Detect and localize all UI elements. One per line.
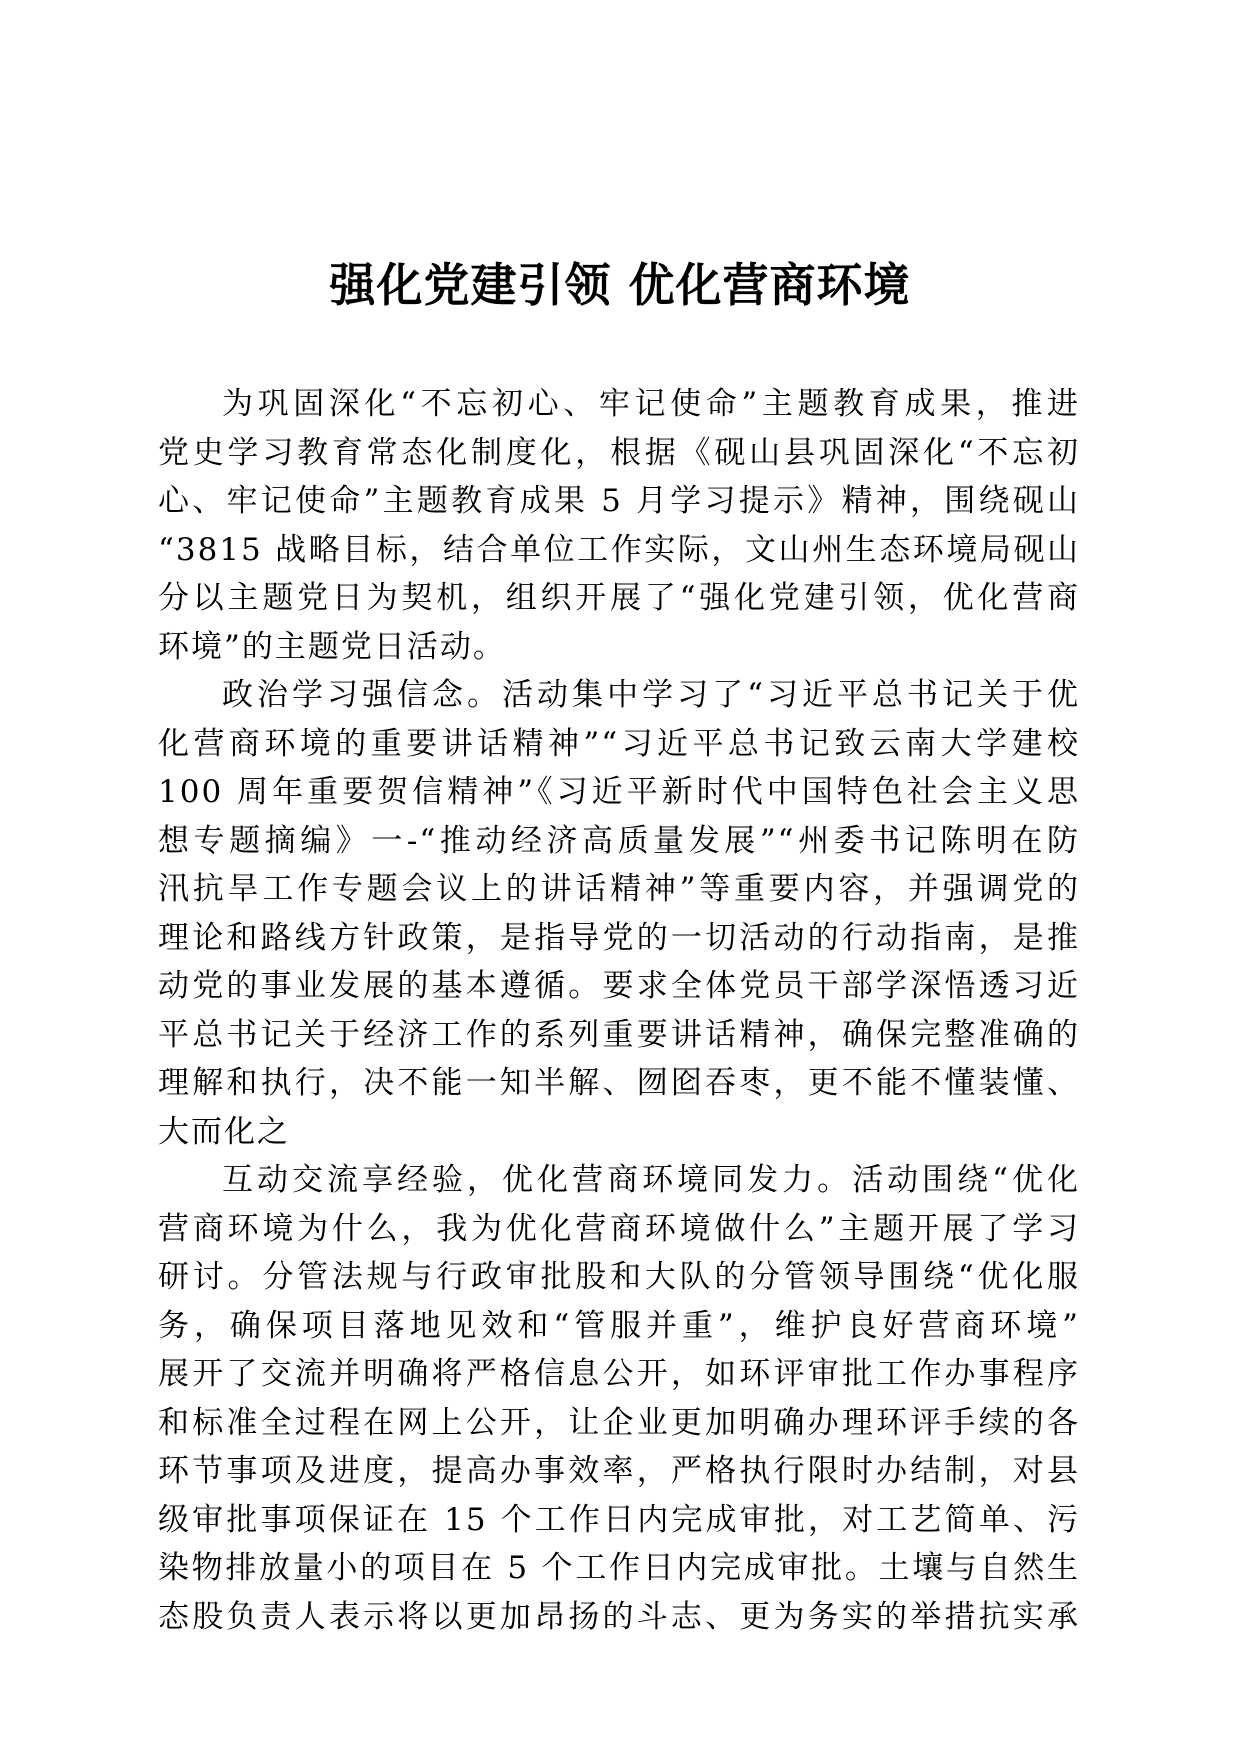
- paragraph-line: 心、牢记使命”主题教育成果 5 月学习提示》精神，围绕砚山: [158, 483, 1080, 519]
- paragraph-3: [158, 1156, 1080, 1641]
- document-title: 强化党建引领 优化营商环境: [329, 258, 911, 312]
- document-body: [158, 380, 1080, 1641]
- paragraph-line: 展开了交流并明确将严格信息公开，如环评审批工作办事程序: [158, 1356, 1080, 1392]
- paragraph-line: 100 周年重要贺信精神”《习近平新时代中国特色社会主义思: [158, 774, 1080, 810]
- paragraph-line: 务，确保项目落地见效和“管服并重”，维护良好营商环境”: [158, 1307, 1080, 1344]
- paragraph-line: 化营商环境的重要讲话精神”“习近平总书记致云南大学建校: [158, 725, 1080, 762]
- paragraph-line: 党史学习教育常态化制度化，根据《砚山县巩固深化“不忘初: [158, 434, 1080, 471]
- paragraph-line: 为巩固深化“不忘初心、牢记使命”主题教育成果，推进: [222, 386, 1080, 422]
- paragraph-line: 分以主题党日为契机，组织开展了“强化党建引领，优化营商: [158, 580, 1080, 616]
- paragraph-line: 环节事项及进度，提高办事效率，严格执行限时办结制，对县: [158, 1453, 1080, 1489]
- paragraph-line: 动党的事业发展的基本遵循。要求全体党员干部学深悟透习近: [158, 968, 1080, 1004]
- paragraph-line: 态股负责人表示将以更加昂扬的斗志、更为务实的举措抗实承: [158, 1598, 1080, 1635]
- paragraph-line: 大而化之: [158, 1113, 290, 1150]
- paragraph-line: 染物排放量小的项目在 5 个工作日内完成审批。土壤与自然生: [158, 1550, 1080, 1586]
- paragraph-line: 营商环境为什么，我为优化营商环境做什么”主题开展了学习: [158, 1210, 1080, 1247]
- paragraph-line: 汛抗旱工作专题会议上的讲话精神”等重要内容，并强调党的: [158, 871, 1080, 907]
- paragraph-1: [158, 380, 1080, 671]
- paragraph-2: [158, 671, 1080, 1156]
- paragraph-line: 理论和路线方针政策，是指导党的一切活动的行动指南，是推: [158, 919, 1080, 956]
- paragraph-line: 理解和执行，决不能一知半解、囫囵吞枣，更不能不懂装懂、: [158, 1065, 1080, 1101]
- paragraph-line: 研讨。分管法规与行政审批股和大队的分管领导围绕“优化服: [158, 1259, 1080, 1295]
- paragraph-line: 政治学习强信念。活动集中学习了“习近平总书记关于优: [222, 677, 1080, 713]
- paragraph-line: 平总书记关于经济工作的系列重要讲话精神，确保完整准确的: [158, 1016, 1080, 1053]
- paragraph-line: “3815 战略目标，结合单位工作实际，文山州生态环境局砚山: [158, 531, 1080, 568]
- paragraph-line: 想专题摘编》一-“推动经济高质量发展”“州委书记陈明在防: [158, 822, 1080, 859]
- paragraph-line: 互动交流享经验，优化营商环境同发力。活动围绕“优化: [222, 1162, 1080, 1198]
- paragraph-line: 环境”的主题党日活动。: [158, 628, 506, 665]
- paragraph-line: 级审批事项保证在 15 个工作日内完成审批，对工艺简单、污: [158, 1501, 1080, 1538]
- paragraph-line: 和标准全过程在网上公开，让企业更加明确办理环评手续的各: [158, 1404, 1080, 1441]
